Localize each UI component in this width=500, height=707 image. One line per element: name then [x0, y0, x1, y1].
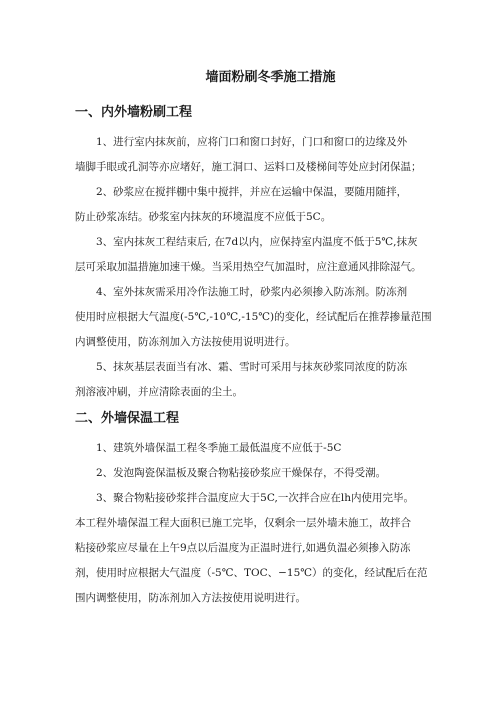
paragraph-line: 1、建筑外墙保温工程冬季施工最低温度不应低于-5C	[96, 442, 342, 454]
paragraph	[75, 180, 456, 230]
paragraph-line: 墙脚手眼或孔洞等亦应堵好，施工洞口、运料口及楼梯间等处应封闭保温；	[75, 161, 422, 173]
paragraph	[75, 436, 456, 461]
paragraph-line: 防止砂浆冻结。砂浆室内抹灰的环境温度不应低于5C。	[75, 211, 332, 223]
section-heading-2: 二、外墙保温工程	[75, 411, 180, 426]
paragraph-line: 剂，使用时应根据大气温度（-5℃、TOC、−15℃）的变化，经试配后在范	[75, 567, 428, 579]
document-title: 墙面粉刷冬季施工措施	[205, 70, 336, 85]
section-heading-1: 一、内外墙粉刷工程	[75, 105, 193, 120]
paragraph-line: 4、室外抹灰需采用冷作法施工时，砂浆内必须掺入防冻剂。防冻剂	[96, 286, 408, 298]
paragraph	[75, 355, 456, 405]
paragraph-line: 剂溶液冲刷，并应清除表面的尘土。	[75, 386, 243, 398]
paragraph-line: 2、砂浆应在搅拌棚中集中搅拌，并应在运输中保温，要随用随拌，	[96, 186, 408, 198]
paragraph-line: 3、聚合物粘接砂浆拌合温度应大于5C,一次拌合应在lh内使用完毕。	[96, 492, 414, 504]
paragraph-line: 3、室内抹灰工程结束后, 在7d以内，应保持室内温度不低于5℃,抹灰	[96, 236, 418, 248]
paragraph-line: 粘接砂浆应尽量在上午9点以后温度为正温时进行,如遇负温必须掺入防冻	[75, 542, 411, 554]
paragraph-line: 本工程外墙保温工程大面积已施工完毕，仅剩余一层外墙未施工，故拌合	[75, 517, 411, 529]
paragraph-line: 围内调整使用，防冻剂加入方法按使用说明进行。	[75, 592, 306, 604]
paragraph-line: 2、发泡陶瓷保温板及聚合物粘接砂浆应干燥保存，不得受潮。	[96, 467, 387, 479]
paragraph-line: 内调整使用，防冻剂加入方法按使用说明进行。	[75, 336, 296, 348]
paragraph-line: 5、抹灰基层表面当有冰、霜、雪时可采用与抹灰砂浆同浓度的防冻	[96, 361, 408, 373]
paragraph-line: 层可采取加温措施加速干燥。当采用热空气加温时，应注意通风排除湿气。	[75, 261, 422, 273]
paragraph-line: 使用时应根据大气温度(-5℃,-10℃,-15℃)的变化，经试配后在推荐掺量范围	[75, 311, 432, 323]
paragraph	[75, 486, 456, 511]
paragraph	[75, 511, 456, 611]
paragraph-line: 1、进行室内抹灰前，应将门口和窗口封好，门口和窗口的边缘及外	[96, 136, 408, 148]
paragraph	[75, 461, 456, 486]
paragraph	[75, 280, 456, 355]
paragraph	[75, 130, 456, 180]
section-body-2	[75, 436, 456, 611]
paragraph	[75, 230, 456, 280]
section-body-1	[75, 130, 456, 405]
